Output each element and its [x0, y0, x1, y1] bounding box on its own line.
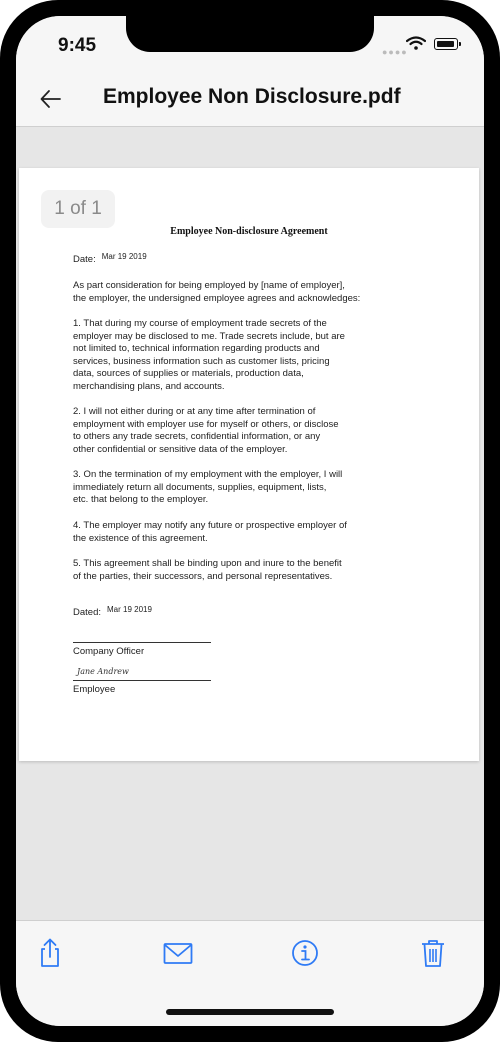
page-counter: 1 of 1: [41, 190, 115, 228]
document-title: Employee Non Disclosure.pdf: [103, 85, 401, 108]
intro-paragraph: As part consideration for being employed by [name of employer], the employer, the undersigned employee agrees and acknowledges:: [73, 280, 361, 304]
agreement-heading: Employee Non-disclosure Agreement: [170, 226, 328, 237]
clause-1: 1. That during my course of employment trade secrets of the employer may be disclosed to me. Trade secrets include, but are not limited to, technical information regarding products and services, business information such as customer lists, pricing data, sources of supplies or materials, production data, merchandising plans, and accounts.: [73, 318, 345, 392]
battery-icon: [434, 38, 458, 50]
notch: [126, 16, 374, 52]
clause-3: 3. On the termination of my employment with the employer, I will immediately return all documents, supplies, equipment, lists, etc. that belong to the employer.: [73, 469, 343, 506]
date-label: Date:: [73, 254, 96, 265]
company-officer-signature-line: [73, 642, 211, 643]
screen: [16, 16, 484, 1026]
back-arrow-icon[interactable]: [38, 86, 64, 112]
bottom-toolbar: [16, 920, 484, 1026]
clause-2: 2. I will not either during or at any time after termination of employment with employer use for myself or others, or disclose to others any trade secrets, confidential information, or any other confidential or sensitive data of the employer.: [73, 406, 339, 455]
status-time: 9:45: [58, 35, 97, 56]
dated-row: [73, 607, 152, 618]
clause-4: 4. The employer may notify any future or prospective employer of the existence of this agreement.: [73, 520, 347, 544]
employee-signature-line: [73, 680, 211, 681]
employee-signature: Jane Andrew: [77, 667, 129, 676]
share-icon[interactable]: [34, 937, 66, 969]
pdf-page[interactable]: [19, 168, 479, 761]
date-value: Mar 19 2019: [101, 252, 147, 261]
employee-label: Employee: [73, 684, 116, 695]
company-officer-label: Company Officer: [73, 646, 145, 657]
mail-icon[interactable]: [162, 937, 194, 969]
navigation-bar: [16, 74, 484, 127]
info-icon[interactable]: [289, 937, 321, 969]
date-row: [73, 254, 147, 265]
home-indicator[interactable]: [166, 1009, 334, 1015]
clause-5: 5. This agreement shall be binding upon and inure to the benefit of the parties, their successors, and personal representatives.: [73, 558, 342, 582]
cellular-signal-icon: ●●●●: [382, 47, 408, 57]
trash-icon[interactable]: [417, 937, 449, 969]
wifi-icon: [406, 36, 426, 50]
dated-label: Dated:: [73, 607, 101, 618]
dated-value: Mar 19 2019: [107, 605, 152, 614]
